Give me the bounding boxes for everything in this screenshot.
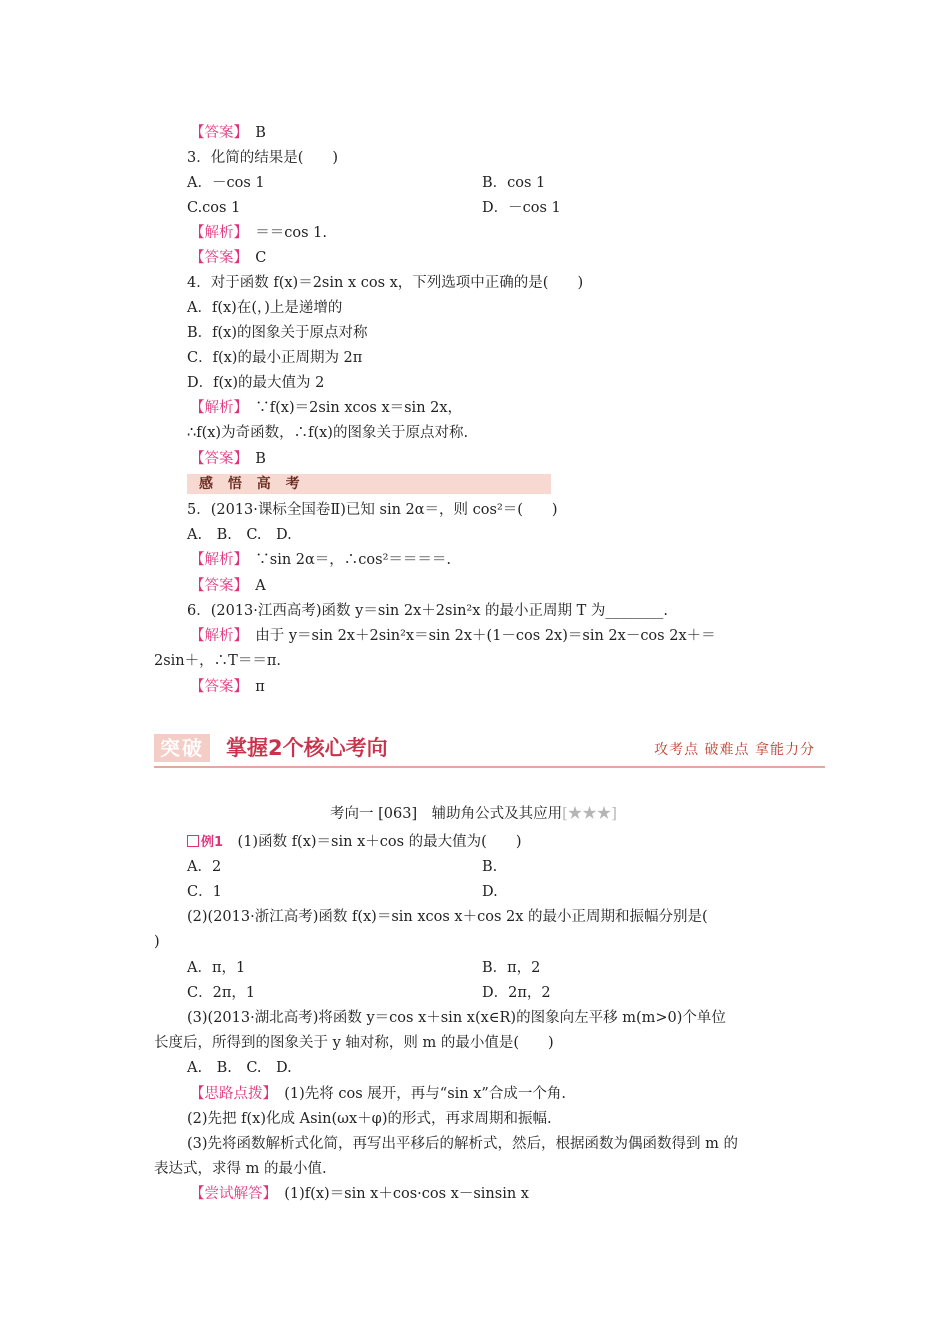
line-text: 由于 y＝sin 2x＋2sin²x＝sin 2x＋(1－cos 2x)＝sin 2x－cos 2x＋＝	[240, 628, 716, 644]
section-tag: 【答案】	[190, 578, 241, 594]
section-badge: 突破	[154, 734, 210, 762]
text-line	[187, 348, 362, 368]
line-text: )	[154, 934, 160, 950]
text-line	[154, 651, 281, 671]
line-text: 3．化简的结果是( )	[187, 150, 339, 166]
text-line	[190, 626, 716, 646]
line-text: B．π，2	[482, 960, 541, 976]
line-text: ∴f(x)为奇函数，∴f(x)的图象关于原点对称.	[187, 425, 469, 441]
line-text: 4．对于函数 f(x)＝2sin x cos x，下列选项中正确的是( )	[187, 275, 584, 291]
section-banner	[187, 474, 551, 494]
line-text: (1)f(x)＝sin x＋cos·cos x－sinsin x	[269, 1186, 529, 1202]
line-text: 表达式，求得 m 的最小值.	[154, 1161, 327, 1177]
text-line	[190, 449, 266, 469]
text-line	[190, 223, 327, 243]
line-text: (3)先将函数解析式化简，再写出平移后的解析式，然后，根据函数为偶函数得到 m 的	[187, 1136, 739, 1152]
section-tag: 【答案】	[190, 125, 241, 141]
text-line	[482, 857, 497, 877]
text-line	[187, 500, 558, 520]
line-text: D．f(x)的最大值为 2	[187, 375, 325, 391]
text-line	[187, 857, 221, 877]
line-text: A	[240, 578, 266, 594]
section-tag: 【解析】	[190, 628, 241, 644]
line-text: B	[240, 125, 266, 141]
text-line	[190, 576, 266, 596]
line-text: A．2	[187, 859, 222, 875]
text-line	[482, 198, 561, 218]
line-text: D.	[482, 884, 498, 900]
text-line	[187, 273, 583, 293]
line-text: B．f(x)的图象关于原点对称	[187, 325, 368, 341]
text-line	[187, 983, 255, 1003]
banner-title: 感 悟 高 考	[199, 476, 305, 492]
text-line	[187, 298, 342, 318]
section-tag: 【解析】	[190, 552, 241, 568]
line-text: π	[240, 679, 265, 695]
star-rating: [★★★]	[562, 806, 617, 822]
line-text: (3)(2013·湖北高考)将函数 y＝cos x＋sin x(x∈R)的图象向左平移 m(m>0)个单位	[187, 1010, 726, 1026]
text-line	[190, 1184, 529, 1204]
line-text: C．2π，1	[187, 985, 256, 1001]
text-line	[154, 1159, 327, 1179]
text-line	[187, 1058, 292, 1078]
line-text: 5．(2013·课标全国卷Ⅱ)已知 sin 2α＝，则 cos²＝( )	[187, 502, 558, 518]
line-text: (2)先把 f(x)化成 Asin(ωx＋φ)的形式，再求周期和振幅.	[187, 1111, 552, 1127]
example-1-line	[187, 832, 521, 853]
section-tag: 【思路点拨】	[190, 1086, 270, 1102]
text-line	[482, 882, 498, 902]
line-text: B．cos 1	[482, 175, 546, 191]
text-line	[187, 323, 368, 343]
topic-title: 考向一 [063] 辅助角公式及其应用	[330, 806, 563, 822]
section-tag: 【解析】	[190, 400, 241, 416]
section-tag: 【解析】	[190, 225, 241, 241]
line-text: 6．(2013·江西高考)函数 y＝sin 2x＋2sin²x 的最小正周期 T 为________.	[187, 603, 669, 619]
text-line	[187, 601, 668, 621]
line-text: A. B. C. D.	[187, 1060, 292, 1076]
text-line	[190, 398, 462, 418]
text-line	[187, 373, 324, 393]
line-text: A．π，1	[187, 960, 246, 976]
line-text: A．－cos 1	[187, 175, 265, 191]
text-line	[154, 932, 160, 952]
example-text: (1)函数 f(x)＝sin x＋cos 的最大值为( )	[223, 834, 522, 850]
text-line	[190, 550, 451, 570]
example-icon	[187, 835, 199, 847]
line-text: (1)先将 cos 展开，再与“sin x”合成一个角.	[269, 1086, 566, 1102]
text-line	[187, 907, 708, 927]
text-line	[482, 983, 551, 1003]
text-line	[190, 1084, 566, 1104]
text-line	[190, 248, 266, 268]
section-tag: 【答案】	[190, 679, 241, 695]
text-line	[187, 173, 265, 193]
text-line	[190, 677, 265, 697]
section-header	[154, 732, 825, 768]
line-text: B	[240, 451, 266, 467]
line-text: C	[240, 250, 267, 266]
text-line	[187, 423, 468, 443]
text-line	[482, 958, 540, 978]
text-line	[187, 198, 240, 218]
line-text: (2)(2013·浙江高考)函数 f(x)＝sin xcos x＋cos 2x 的最小正周期和振幅分别是(	[187, 909, 708, 925]
section-slogan: 攻考点 破难点 拿能力分	[654, 742, 815, 758]
line-text: ∵f(x)＝2sin xcos x＝sin 2x，	[240, 400, 463, 416]
text-line	[482, 173, 545, 193]
example-label: 例1	[187, 835, 223, 850]
text-line	[187, 1008, 726, 1028]
line-text: ＝＝cos 1.	[240, 225, 327, 241]
line-text: C．f(x)的最小正周期为 2π	[187, 350, 363, 366]
line-text: B.	[482, 859, 498, 875]
text-line	[187, 882, 222, 902]
text-line	[187, 525, 292, 545]
section-tag: 【答案】	[190, 250, 241, 266]
line-text: C.cos 1	[187, 200, 241, 216]
text-line	[187, 1109, 552, 1129]
topic-heading	[330, 804, 617, 824]
line-text: 长度后，所得到的图象关于 y 轴对称，则 m 的最小值是( )	[154, 1035, 554, 1051]
text-line	[187, 1134, 738, 1154]
line-text: ∵sin 2α＝，∴cos²＝＝＝＝.	[240, 552, 452, 568]
text-line	[190, 123, 266, 143]
line-text: 2sin＋，∴T＝＝π.	[154, 653, 281, 669]
section-title: 掌握2个核心考向	[226, 736, 388, 760]
line-text: A. B. C. D.	[187, 527, 292, 543]
text-line	[187, 958, 245, 978]
line-text: D．－cos 1	[482, 200, 561, 216]
section-tag: 【尝试解答】	[190, 1186, 270, 1202]
text-line	[187, 148, 338, 168]
section-tag: 【答案】	[190, 451, 241, 467]
line-text: D．2π，2	[482, 985, 551, 1001]
text-line	[154, 1033, 554, 1053]
line-text: A．f(x)在(，)上是递增的	[187, 300, 343, 316]
line-text: C．1	[187, 884, 222, 900]
